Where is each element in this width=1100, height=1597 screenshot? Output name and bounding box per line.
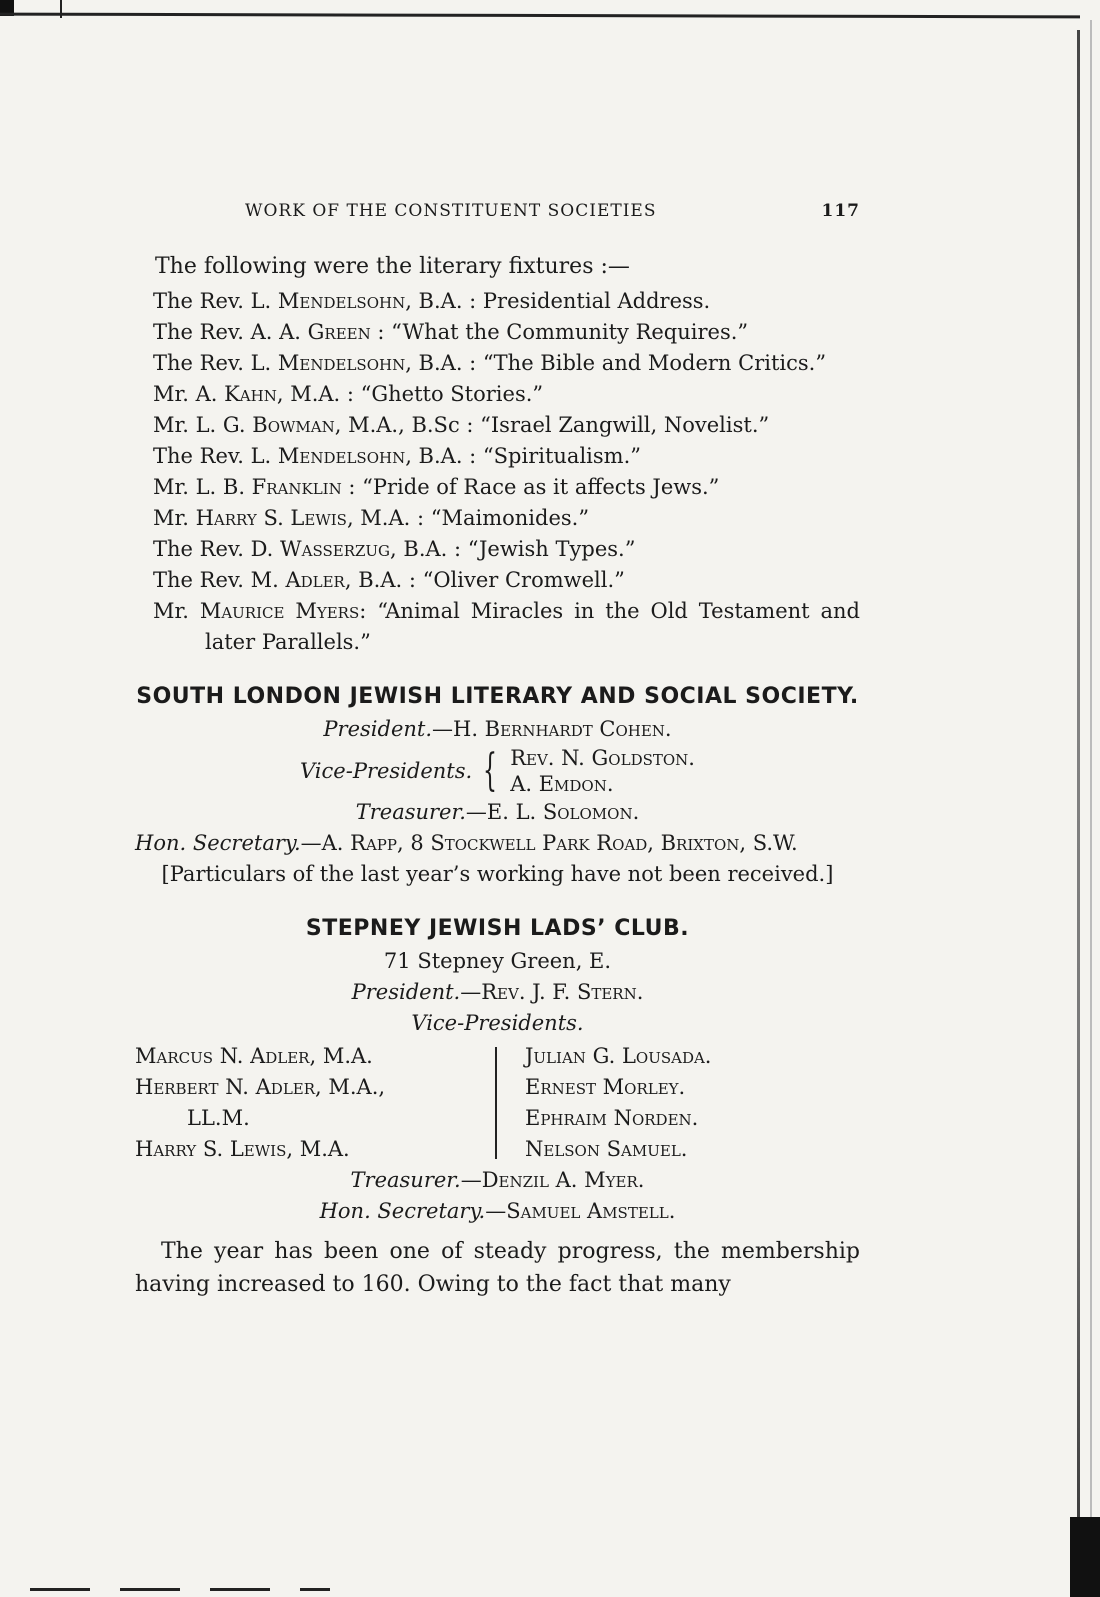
vice-president-name: Rev. N. Goldston.	[510, 746, 695, 770]
stepney-vice-presidents	[135, 1041, 860, 1165]
south-london-note: [Particulars of the last year’s working have not been received.]	[161, 862, 834, 886]
vice-president-name: A. Emdon.	[510, 772, 614, 796]
south-london-secretary: Hon. Secretary.—A. Rapp, 8 Stockwell Park Road, Brixton, S.W.	[135, 831, 798, 855]
fixture-item: Mr. L. B. Franklin : “Pride of Race as it affects Jews.”	[153, 475, 720, 499]
fixture-item: The Rev. A. A. Green : “What the Community Requires.”	[153, 320, 749, 344]
south-london-president: President.—H. Bernhardt Cohen.	[323, 717, 672, 741]
page-content	[135, 196, 860, 1301]
closing-paragraph: The year has been one of steady progress, the membership having increased to 160. Owing to the fact that many	[135, 1239, 860, 1297]
fixture-item: Mr. A. Kahn, M.A. : “Ghetto Stories.”	[153, 382, 544, 406]
vice-president-name: Marcus N. Adler, M.A.	[135, 1044, 373, 1068]
vice-president-name: Harry S. Lewis, M.A.	[135, 1137, 350, 1161]
fixture-item: The Rev. L. Mendelsohn, B.A. : “The Bible and Modern Critics.”	[153, 351, 827, 375]
south-london-vice-presidents: Vice-Presidents. { Rev. N. Goldston. A. Emdon.	[300, 745, 695, 796]
stepney-vp-heading: Vice-Presidents.	[411, 1011, 584, 1035]
fixtures-list	[135, 286, 860, 658]
column-divider	[495, 1047, 497, 1159]
vice-president-name: Ernest Morley.	[525, 1075, 686, 1099]
scan-top-edge	[0, 13, 1080, 19]
stepney-club-title: STEPNEY JEWISH LADS’ CLUB.	[305, 916, 690, 941]
stepney-address: 71 Stepney Green, E.	[383, 949, 612, 973]
south-london-treasurer: Treasurer.—E. L. Solomon.	[355, 800, 640, 824]
vice-president-name: Ephraim Norden.	[525, 1106, 699, 1130]
running-title: WORK OF THE CONSTITUENT SOCIETIES	[245, 201, 657, 221]
stepney-treasurer: Treasurer.—Denzil A. Myer.	[350, 1168, 645, 1192]
scan-right-edge-shadow	[1090, 20, 1092, 1597]
south-london-society-title: SOUTH LONDON JEWISH LITERARY AND SOCIAL SOCIETY.	[136, 684, 859, 709]
brace-glyph: {	[483, 745, 498, 796]
vice-president-name: Herbert N. Adler, M.A.,	[135, 1075, 386, 1099]
vice-president-name: Julian G. Lousada.	[525, 1044, 712, 1068]
stepney-president: President.—Rev. J. F. Stern.	[351, 980, 644, 1004]
fixture-item: Mr. L. G. Bowman, M.A., B.Sc : “Israel Zangwill, Novelist.”	[153, 413, 770, 437]
fixtures-intro: The following were the literary fixtures :—	[155, 254, 630, 279]
scan-edge-blot	[1070, 1517, 1100, 1597]
running-head	[245, 196, 860, 227]
fixture-item: Mr. Maurice Myers: “Animal Miracles in the Old Testament and later Parallels.”	[153, 599, 860, 654]
vice-president-name: Nelson Samuel.	[525, 1137, 688, 1161]
fixture-item: The Rev. M. Adler, B.A. : “Oliver Cromwell.”	[153, 568, 625, 592]
stepney-secretary: Hon. Secretary.—Samuel Amstell.	[319, 1199, 676, 1223]
fixture-item: The Rev. L. Mendelsohn, B.A. : “Spiritualism.”	[153, 444, 641, 468]
page-number: 117	[821, 201, 860, 221]
fixture-item: The Rev. D. Wasserzug, B.A. : “Jewish Types.”	[153, 537, 636, 561]
fixture-item: Mr. Harry S. Lewis, M.A. : “Maimonides.”	[153, 506, 590, 530]
vice-president-name: LL.M.	[187, 1106, 250, 1130]
fixture-item: The Rev. L. Mendelsohn, B.A. : Presidential Address.	[153, 289, 711, 313]
scan-bottom-marks	[30, 1588, 330, 1591]
scan-right-edge	[1077, 30, 1080, 1597]
